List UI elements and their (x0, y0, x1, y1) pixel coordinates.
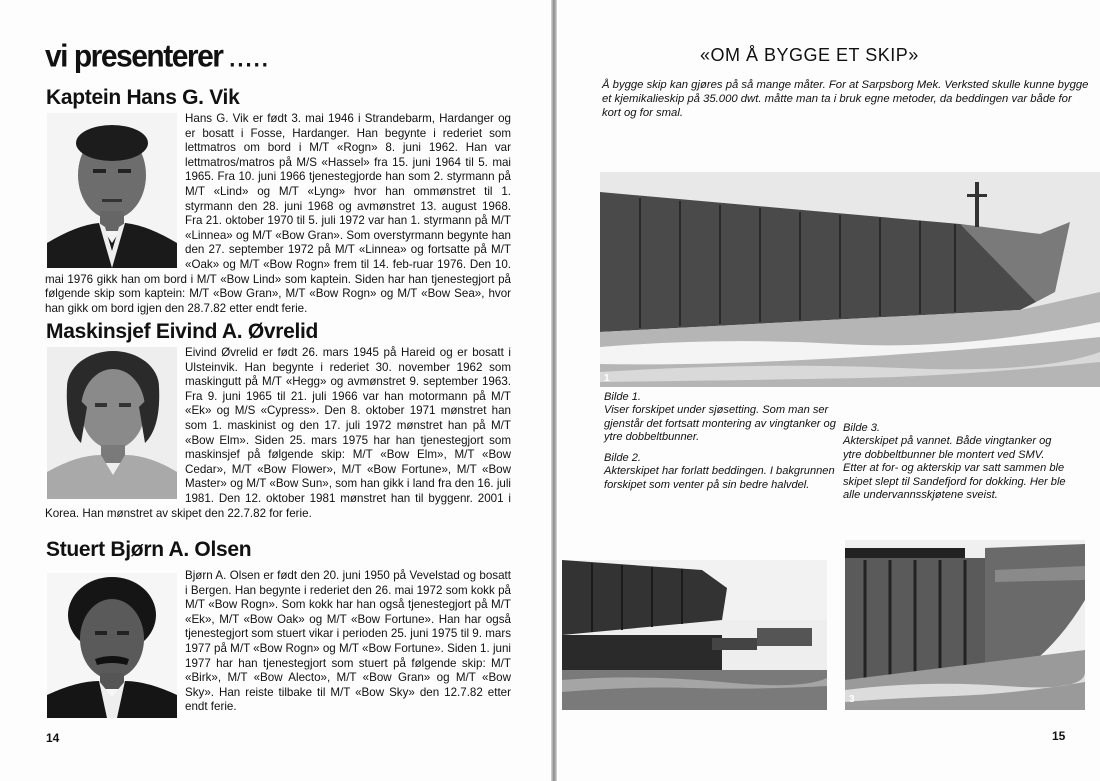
caption-1-text: Viser forskipet under sjøsetting. Som man ser gjenstår det fortsatt montering av vingtanker og ytre dobbeltbunner. (604, 404, 836, 444)
photo-number-1: 1 (604, 373, 610, 384)
right-page (557, 0, 1100, 781)
article-intro: Å bygge skip kan gjøres på så mange måter. For at Sarpsborg Mek. Verksted skulle kunne bygge et kjemikalieskip på 35.000 dwt. måtte man ta i bruk egne metoder, da beddingen var både for kort og for smal. (602, 79, 1089, 120)
caption-3-label: Bilde 3. (843, 422, 881, 434)
bio-block-hans-vik (45, 112, 511, 316)
caption-1 (604, 391, 836, 445)
section-header-dots: ..... (229, 45, 270, 72)
bio-block-eivind-ovrelid (45, 346, 511, 521)
section-header (45, 39, 270, 75)
page-number-right: 15 (1052, 729, 1066, 743)
photo-number-3: 3 (849, 694, 855, 705)
bio-text-hans-vik: Hans G. Vik er født 3. mai 1946 i Strandebarm, Hardanger og er bosatt i Fosse, Hardanger. Han begynte i rederiet som lettmatros om bord i M/T «Rogn» 8. juni 1962. Han var lettmatros/matros på M/S «Hassel» fra 15. juni 1964 til 5. mai 1965. Fra 10. juni 1966 tjenestegjorde han som 2. styrmann på M/T «Lind» og M/T «Lyng» hvor han ommønstret til 1. styrmann den 28. juni 1968 og avmønstret 13. august 1968. Fra 21. oktober 1970 til 5. juli 1972 var han 1. styrmann på M/T «Linnea» og M/T «Bow Gran». Som overstyrmann begynte han den 27. september 1972 på M/T «Linnea» og fortsatte på M/T «Oak» og M/T «Bow Rogn» frem til 14. feb-ruar 1976. Den 10. mai 1976 gikk han om bord i M/T «Bow Lind» som kaptein. Siden har han tjenestegjort på følgende skip som kaptein: M/T «Bow Gran», M/T «Bow Rogn» og M/T «Bow Sea», hvor han gikk om bord igjen den 28.7.82 etter endt ferie. (45, 112, 511, 315)
person-name-hans-vik: Kaptein Hans G. Vik (46, 86, 240, 109)
caption-1-label: Bilde 1. (604, 391, 642, 403)
caption-2-label: Bilde 2. (604, 452, 642, 464)
article-title: «OM Å BYGGE ET SKIP» (700, 45, 919, 65)
person-name-bjorn-olsen: Stuert Bjørn A. Olsen (46, 538, 252, 561)
person-name-eivind-ovrelid: Maskinsjef Eivind A. Øvrelid (46, 320, 319, 343)
caption-3 (843, 422, 1069, 502)
section-header-text: vi presenterer (45, 39, 223, 74)
ship-photo-1 (600, 172, 1100, 387)
ship-photo-2 (562, 560, 827, 710)
ship-photo-3 (845, 540, 1085, 710)
caption-3-text: Akterskipet på vannet. Både vingtanker og ytre dobbeltbunner ble montert ved SMV. Etter at for- og akterskip var satt sammen ble skipet slept til Sandefjord for dokking. Her ble alle undervannsskjøtene sveist. (843, 435, 1066, 502)
caption-2-text: Akterskipet har forlatt beddingen. I bakgrunnen forskipet som venter på sin bedre halvdel. (604, 465, 835, 491)
bio-text-bjorn-olsen: Bjørn A. Olsen er født den 20. juni 1950 på Vevelstad og bosatt i Bergen. Han begynte i rederiet den 26. mai 1972 som kokk på M/T «Bow Rogn». Som kokk har han også tjenestegjort på M/T «Ek», M/T «Bow Oak» og M/T «Bow Fortune». Han har også tjenestegjort som stuert vikar i perioden 25. juni 1975 til 9. mars 1977 på M/T «Bow Rogn» og M/T «Bow Fortune». Siden 1. juni 1977 har han tjenestegjort som stuert på følgende skip: M/T «Birk», M/T «Bow Alecto», M/T «Bow Gran» og M/T «Bow Sky». Han reiste tilbake til M/T «Bow Sky» den 12.7.82 etter endt ferie. (185, 569, 511, 714)
bio-block-bjorn-olsen (45, 569, 511, 715)
page-number-left: 14 (46, 731, 60, 745)
bio-text-eivind-ovrelid: Eivind Øvrelid er født 26. mars 1945 på Hareid og er bosatt i Ulsteinvik. Han begynte i rederiet 30. november 1962 som maskingutt på M/T «Hegg» og avmønstret 9. september 1963. Fra 9. juni 1965 til 21. juli 1966 var han motormann på M/T «Ek» og M/S «Cypress». Den 8. oktober 1971 mønstret han som 1. maskinist og den 17. juli 1972 mønstret han på M/T «Bow Elm». Siden 25. mars 1975 har han tjenestegjort som maskinsjef på følgende skip: M/T «Bow Elm», M/T «Bow Cedar», M/T «Bow Flower», M/T «Bow Fortune», M/T «Bow Master» og M/T «Bow Sun», som han gikk i land fra den 16. juli 1981. Den 12. oktober 1981 mønstret han til byggenr. 2001 i Korea. Han mønstret av skipet den 22.7.82 for ferie. (45, 346, 511, 520)
caption-2 (604, 452, 836, 492)
